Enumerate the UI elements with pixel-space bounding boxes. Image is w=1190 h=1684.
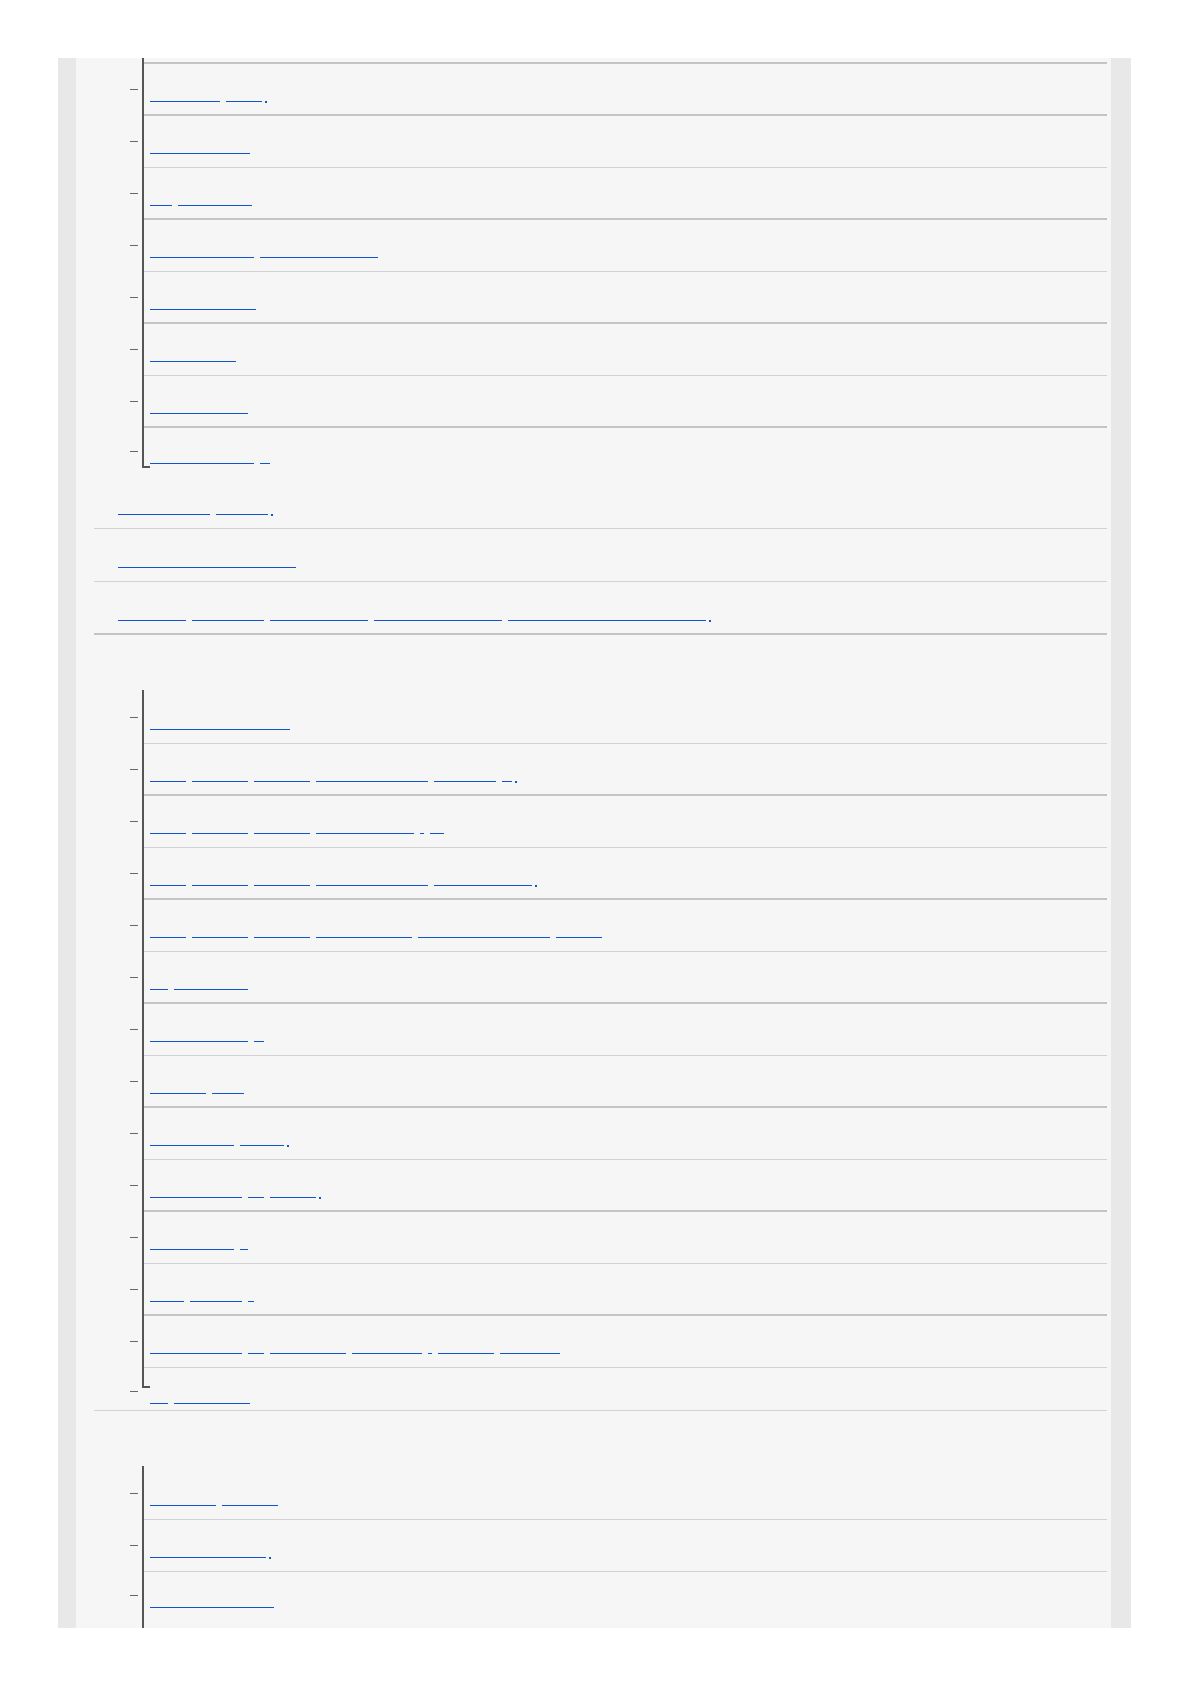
toc-subentry xyxy=(144,1316,1107,1368)
toc-panel xyxy=(76,58,1111,1628)
link-word-underline[interactable] xyxy=(150,361,236,362)
link-word-underline[interactable] xyxy=(352,1353,422,1354)
tree-branch-tick xyxy=(130,349,138,350)
link-word-underline[interactable] xyxy=(192,781,248,782)
toc-link[interactable] xyxy=(150,196,258,206)
tree-branch-tick xyxy=(130,821,138,822)
toc-link[interactable] xyxy=(150,454,276,464)
tree-branch-tick xyxy=(130,193,138,194)
section-rule xyxy=(94,1410,1107,1411)
toc-subentry xyxy=(144,426,1107,478)
link-word-underline[interactable] xyxy=(118,620,186,621)
link-word-underline[interactable] xyxy=(192,620,264,621)
link-word-underline[interactable] xyxy=(316,833,414,834)
link-word-underline[interactable] xyxy=(316,885,428,886)
tree-branch-tick xyxy=(130,1545,138,1546)
tree-branch-tick xyxy=(130,925,138,926)
toc-link[interactable] xyxy=(150,92,267,102)
link-trailing-mark xyxy=(265,101,267,103)
toc-link[interactable] xyxy=(150,248,384,258)
link-word-underline[interactable] xyxy=(150,309,256,310)
link-word-underline[interactable] xyxy=(556,937,602,938)
toc-subentry xyxy=(144,272,1107,324)
link-word-underline[interactable] xyxy=(150,1353,242,1354)
link-word-underline[interactable] xyxy=(150,1557,266,1558)
link-word-underline[interactable] xyxy=(178,205,252,206)
link-word-underline[interactable] xyxy=(248,1301,254,1302)
link-word-underline[interactable] xyxy=(260,463,270,464)
link-word-underline[interactable] xyxy=(254,885,310,886)
link-trailing-mark xyxy=(269,1557,271,1559)
link-word-underline[interactable] xyxy=(240,1145,284,1146)
link-word-underline[interactable] xyxy=(150,781,186,782)
link-trailing-mark xyxy=(287,1145,289,1147)
toc-link[interactable] xyxy=(150,1394,256,1404)
link-word-underline[interactable] xyxy=(226,101,262,102)
link-word-underline[interactable] xyxy=(150,413,248,414)
link-word-underline[interactable] xyxy=(260,257,378,258)
toc-link[interactable] xyxy=(150,144,256,154)
tree-branch-tick xyxy=(130,1391,138,1392)
toc-subentry xyxy=(144,1468,1107,1520)
link-word-underline[interactable] xyxy=(502,781,512,782)
link-word-underline[interactable] xyxy=(150,1505,216,1506)
toc-link[interactable] xyxy=(118,558,302,568)
toc-link[interactable] xyxy=(150,1240,254,1250)
tree-branch-tick xyxy=(130,977,138,978)
tree-branch-tick xyxy=(130,245,138,246)
link-word-underline[interactable] xyxy=(150,1145,234,1146)
link-word-underline[interactable] xyxy=(434,885,532,886)
link-word-underline[interactable] xyxy=(192,833,248,834)
toc-link[interactable] xyxy=(150,1188,321,1198)
link-word-underline[interactable] xyxy=(190,1301,242,1302)
toc-subentry xyxy=(144,1056,1107,1108)
toc-subentry xyxy=(144,1520,1107,1572)
tree-branch-tick xyxy=(130,89,138,90)
toc-link[interactable] xyxy=(150,1084,250,1094)
toc-link[interactable] xyxy=(150,1598,280,1608)
link-word-underline[interactable] xyxy=(316,937,412,938)
tree-branch-tick xyxy=(130,1289,138,1290)
toc-entry xyxy=(94,477,1107,529)
toc-link[interactable] xyxy=(150,1032,270,1042)
link-trailing-mark xyxy=(535,885,537,887)
link-word-underline[interactable] xyxy=(248,1197,264,1198)
link-trailing-mark xyxy=(271,514,273,516)
link-word-underline[interactable] xyxy=(270,620,368,621)
toc-subentry xyxy=(144,64,1107,116)
toc-entry xyxy=(94,530,1107,582)
link-word-underline[interactable] xyxy=(150,729,290,730)
toc-link[interactable] xyxy=(150,352,242,362)
toc-subentry xyxy=(144,168,1107,220)
link-word-underline[interactable] xyxy=(418,937,550,938)
toc-link[interactable] xyxy=(150,1344,566,1354)
toc-subentry xyxy=(144,1160,1107,1212)
link-word-underline[interactable] xyxy=(150,1197,242,1198)
link-word-underline[interactable] xyxy=(118,514,210,515)
toc-subentry xyxy=(144,1212,1107,1264)
toc-subentry xyxy=(144,848,1107,900)
tree-branch-tick xyxy=(130,717,138,718)
link-trailing-mark xyxy=(515,781,517,783)
toc-link[interactable] xyxy=(150,1548,271,1558)
toc-link[interactable] xyxy=(150,876,537,886)
link-word-underline[interactable] xyxy=(150,463,254,464)
tree-end-tick xyxy=(142,1386,150,1388)
toc-link[interactable] xyxy=(150,928,608,938)
toc-subentry xyxy=(144,952,1107,1004)
toc-link[interactable] xyxy=(150,404,254,414)
link-word-underline[interactable] xyxy=(192,937,248,938)
toc-link[interactable] xyxy=(150,1496,284,1506)
link-word-underline[interactable] xyxy=(150,885,186,886)
toc-subentry xyxy=(144,692,1107,744)
link-word-underline[interactable] xyxy=(434,781,496,782)
link-word-underline[interactable] xyxy=(316,781,428,782)
link-word-underline[interactable] xyxy=(270,1353,346,1354)
tree-branch-tick xyxy=(130,1341,138,1342)
link-word-underline[interactable] xyxy=(150,833,186,834)
toc-subentry xyxy=(144,324,1107,376)
link-trailing-mark xyxy=(319,1197,321,1199)
toc-subentry xyxy=(144,220,1107,272)
link-word-underline[interactable] xyxy=(174,989,248,990)
tree-branch-tick xyxy=(130,1237,138,1238)
link-word-underline[interactable] xyxy=(150,1249,234,1250)
toc-subentry xyxy=(144,1264,1107,1316)
link-word-underline[interactable] xyxy=(240,1249,248,1250)
tree-branch-tick xyxy=(130,401,138,402)
link-word-underline[interactable] xyxy=(254,833,310,834)
toc-subentry xyxy=(144,1108,1107,1160)
tree-branch-tick xyxy=(130,451,138,452)
tree-branch-tick xyxy=(130,1185,138,1186)
link-word-underline[interactable] xyxy=(150,1093,206,1094)
link-word-underline[interactable] xyxy=(508,620,706,621)
link-word-underline[interactable] xyxy=(150,989,168,990)
tree-vertical-line xyxy=(142,1466,144,1628)
link-word-underline[interactable] xyxy=(254,781,310,782)
toc-subentry xyxy=(144,116,1107,168)
link-word-underline[interactable] xyxy=(150,1041,248,1042)
link-word-underline[interactable] xyxy=(150,257,254,258)
link-word-underline[interactable] xyxy=(374,620,502,621)
link-word-underline[interactable] xyxy=(254,1041,264,1042)
link-word-underline[interactable] xyxy=(118,567,296,568)
link-word-underline[interactable] xyxy=(150,937,186,938)
link-word-underline[interactable] xyxy=(500,1353,560,1354)
toc-subentry xyxy=(144,744,1107,796)
toc-link[interactable] xyxy=(150,720,296,730)
link-word-underline[interactable] xyxy=(150,1403,168,1404)
toc-subentry xyxy=(144,796,1107,848)
link-word-underline[interactable] xyxy=(192,885,248,886)
document-page xyxy=(58,58,1131,1628)
tree-end-tick xyxy=(142,466,150,468)
tree-branch-tick xyxy=(130,141,138,142)
tree-branch-tick xyxy=(130,1493,138,1494)
link-word-underline[interactable] xyxy=(222,1505,278,1506)
toc-subentry xyxy=(144,900,1107,952)
tree-branch-tick xyxy=(130,1595,138,1596)
link-word-underline[interactable] xyxy=(270,1197,316,1198)
toc-link[interactable] xyxy=(118,611,711,621)
link-word-underline[interactable] xyxy=(438,1353,494,1354)
link-word-underline[interactable] xyxy=(428,1353,432,1354)
toc-link[interactable] xyxy=(150,300,262,310)
link-word-underline[interactable] xyxy=(212,1093,244,1094)
link-word-underline[interactable] xyxy=(216,514,268,515)
link-word-underline[interactable] xyxy=(174,1403,250,1404)
toc-subentry xyxy=(144,376,1107,428)
toc-link[interactable] xyxy=(150,1136,289,1146)
tree-branch-tick xyxy=(130,769,138,770)
toc-subentry xyxy=(144,1570,1107,1622)
tree-branch-tick xyxy=(130,873,138,874)
toc-entry xyxy=(94,583,1107,635)
tree-vertical-line xyxy=(142,690,144,1388)
link-word-underline[interactable] xyxy=(150,1301,184,1302)
link-word-underline[interactable] xyxy=(150,153,250,154)
toc-link[interactable] xyxy=(150,824,450,834)
toc-subentry xyxy=(144,1004,1107,1056)
link-trailing-mark xyxy=(709,620,711,622)
link-word-underline[interactable] xyxy=(248,1353,264,1354)
tree-vertical-line xyxy=(142,58,144,468)
link-word-underline[interactable] xyxy=(150,101,220,102)
tree-branch-tick xyxy=(130,1029,138,1030)
toc-link[interactable] xyxy=(118,505,273,515)
link-word-underline[interactable] xyxy=(430,833,444,834)
tree-branch-tick xyxy=(130,1133,138,1134)
toc-link[interactable] xyxy=(150,772,517,782)
link-word-underline[interactable] xyxy=(150,205,172,206)
tree-branch-tick xyxy=(130,297,138,298)
toc-link[interactable] xyxy=(150,1292,260,1302)
link-word-underline[interactable] xyxy=(420,833,424,834)
toc-link[interactable] xyxy=(150,980,254,990)
tree-branch-tick xyxy=(130,1081,138,1082)
link-word-underline[interactable] xyxy=(254,937,310,938)
link-word-underline[interactable] xyxy=(150,1607,274,1608)
